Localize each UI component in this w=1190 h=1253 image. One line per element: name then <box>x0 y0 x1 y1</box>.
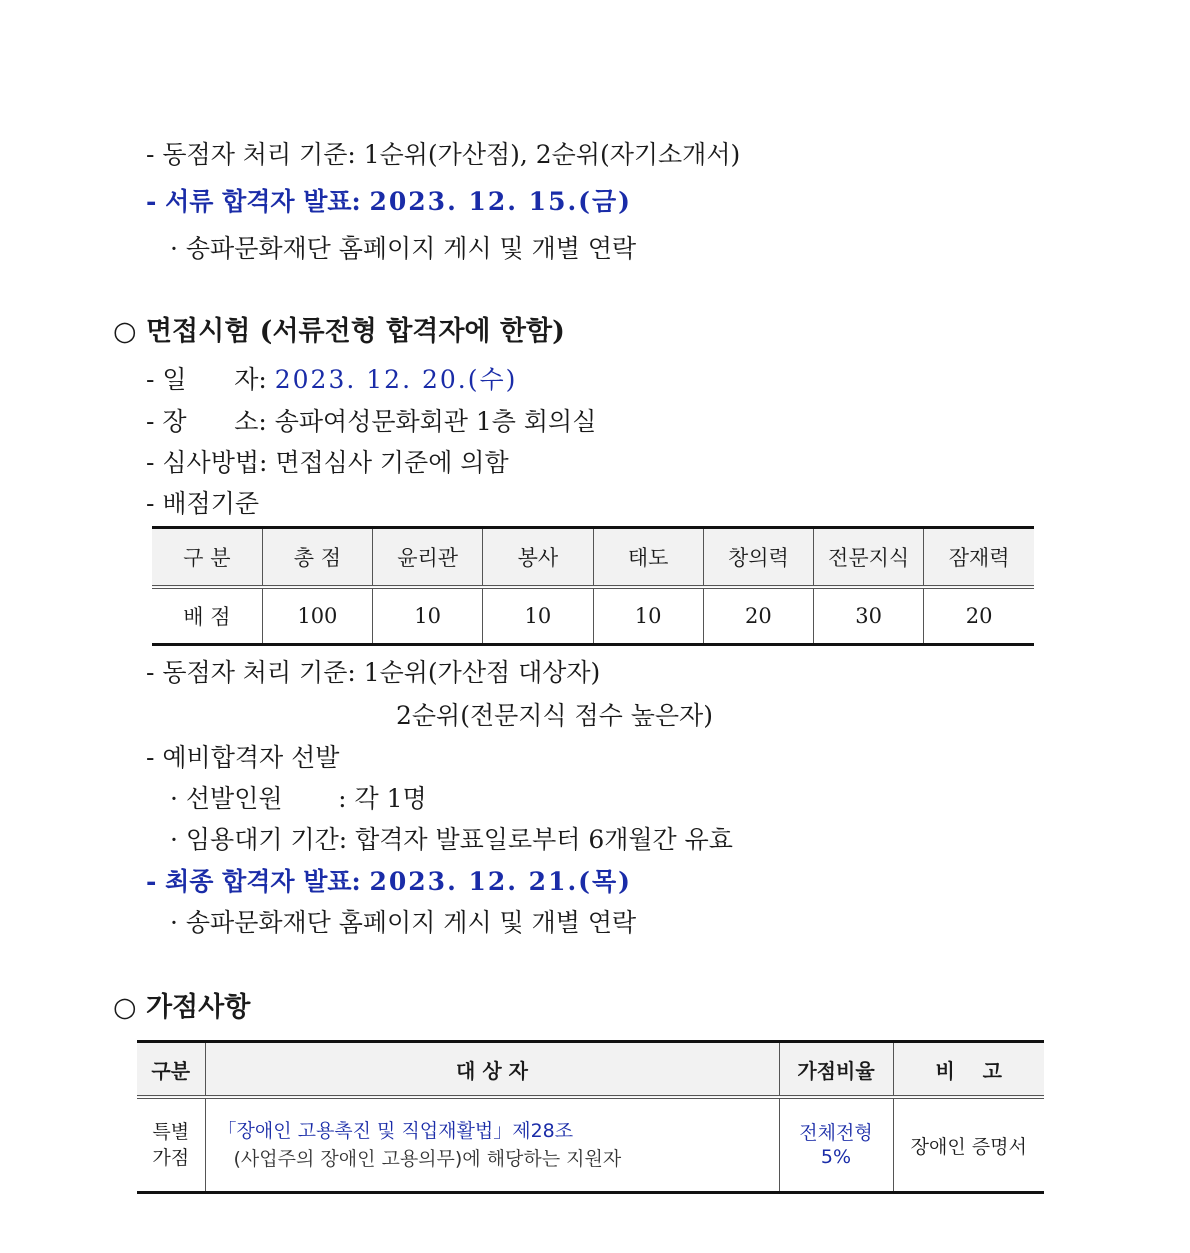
score-header-ethics: 윤리관 <box>373 528 483 588</box>
score-header-attitude: 태도 <box>593 528 703 588</box>
bonus-category-line2: 가점 <box>152 1147 190 1169</box>
bonus-header-rate: 가점비율 <box>779 1042 893 1098</box>
interview-date-value: 2023. 12. 20.(수) <box>274 365 518 394</box>
document-result-notice: · 송파문화재단 홈페이지 게시 및 개별 연락 <box>170 234 637 263</box>
interview-method: - 심사방법: 면접심사 기준에 의함 <box>146 448 509 477</box>
document-result-announcement <box>146 189 632 214</box>
bonus-table-header-row <box>137 1042 1044 1098</box>
bonus-note: 장애인 증명서 <box>893 1097 1044 1193</box>
bonus-table <box>137 1040 1044 1194</box>
bonus-target-law: 「장애인 고용촉진 및 직업재활법」제28조 <box>217 1120 574 1142</box>
scoring-criteria-label: - 배점기준 <box>146 489 259 518</box>
reserve-period: · 임용대기 기간: 합격자 발표일로부터 6개월간 유효 <box>170 825 733 854</box>
interview-heading: ○ 면접시험 (서류전형 합격자에 한함) <box>113 316 565 347</box>
tie-break-criteria-2: - 동점자 처리 기준: 1순위(가산점 대상자) <box>146 658 601 687</box>
score-value-label: 배 점 <box>152 587 262 645</box>
final-result-announcement <box>146 869 632 894</box>
bonus-table-row <box>137 1097 1044 1193</box>
tie-break-criteria-1: - 동점자 처리 기준: 1순위(가산점), 2순위(자기소개서) <box>146 140 741 169</box>
final-result-notice: · 송파문화재단 홈페이지 게시 및 개별 연락 <box>170 908 637 937</box>
score-value-ethics: 10 <box>373 587 483 645</box>
score-header-service: 봉사 <box>483 528 593 588</box>
score-header-creativity: 창의력 <box>703 528 813 588</box>
score-header-category: 구 분 <box>152 528 262 588</box>
document-result-date: 2023. 12. 15.(금) <box>369 187 632 216</box>
bonus-rate-line1: 전체전형 <box>799 1122 873 1144</box>
bonus-rate <box>779 1097 893 1193</box>
final-result-label: - 최종 합격자 발표: <box>146 867 370 896</box>
scoring-table-values-row <box>152 587 1034 645</box>
interview-date-label: - 일 자: <box>146 365 275 394</box>
document-result-label: - 서류 합격자 발표: <box>146 187 370 216</box>
score-value-potential: 20 <box>924 587 1034 645</box>
bonus-header-note: 비 고 <box>893 1042 1044 1098</box>
score-header-potential: 잠재력 <box>924 528 1034 588</box>
scoring-table-header-row <box>152 528 1034 588</box>
score-header-expertise: 전문지식 <box>814 528 924 588</box>
bonus-header-category: 구분 <box>137 1042 205 1098</box>
bonus-rate-line2: 5% <box>820 1146 852 1168</box>
interview-place: - 장 소: 송파여성문화회관 1층 회의실 <box>146 407 597 436</box>
reserve-selection-label: - 예비합격자 선발 <box>146 743 340 772</box>
bonus-category <box>137 1097 205 1193</box>
scoring-table <box>152 526 1034 646</box>
tie-break-criteria-2-second: 2순위(전문지식 점수 높은자) <box>396 701 713 730</box>
interview-date <box>146 367 517 392</box>
bonus-category-line1: 특별 <box>152 1121 190 1143</box>
bonus-target <box>205 1097 779 1193</box>
final-result-date: 2023. 12. 21.(목) <box>369 867 632 896</box>
bonus-header-target: 대 상 자 <box>205 1042 779 1098</box>
score-value-service: 10 <box>483 587 593 645</box>
score-header-total: 총 점 <box>262 528 372 588</box>
score-value-total: 100 <box>262 587 372 645</box>
score-value-attitude: 10 <box>593 587 703 645</box>
score-value-expertise: 30 <box>814 587 924 645</box>
score-value-creativity: 20 <box>703 587 813 645</box>
reserve-count: · 선발인원 : 각 1명 <box>170 784 427 813</box>
bonus-target-description: (사업주의 장애인 고용의무)에 해당하는 지원자 <box>233 1148 622 1170</box>
bonus-heading: ○ 가점사항 <box>113 992 251 1023</box>
